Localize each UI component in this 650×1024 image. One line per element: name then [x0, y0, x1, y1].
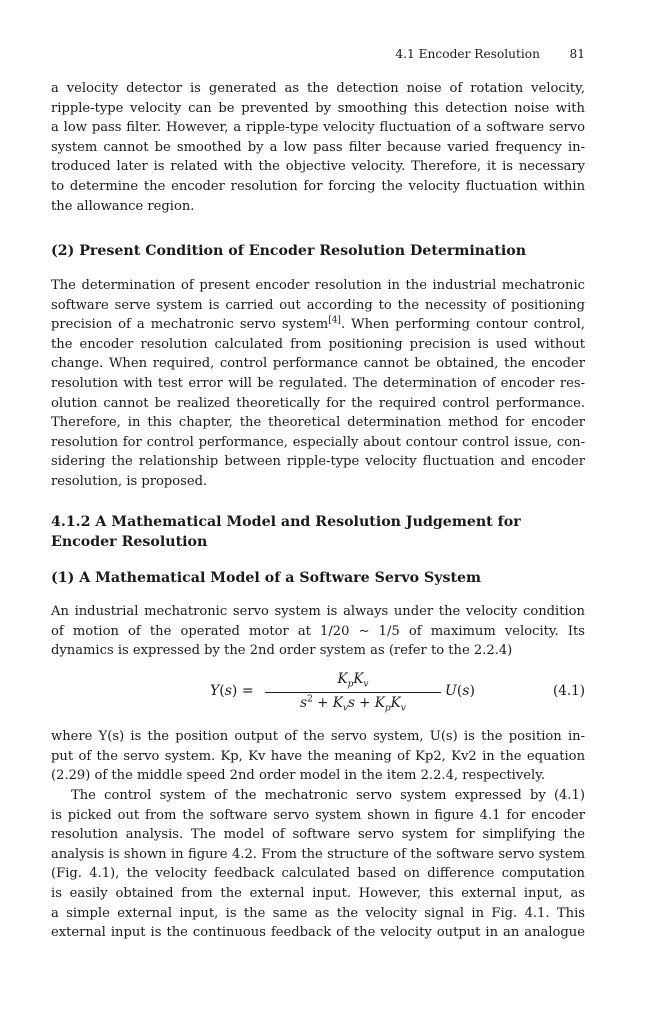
text-line: change. When required, control performance cannot be obtained, the encoder — [51, 356, 585, 372]
text-line: resolution for control performance, especially about contour control issue, con- — [51, 434, 585, 450]
page-number: 81 — [569, 47, 585, 61]
text-line: analysis is shown in figure 4.2. From the structure of the software servo system — [51, 846, 585, 862]
text-line: a velocity detector is generated as the detection noise of rotation velocity, — [51, 81, 585, 96]
text-line: troduced later is related with the objective velocity. Therefore, it is necessary — [51, 159, 585, 175]
text-line: An industrial mechatronic servo system is always under the velocity condition — [51, 604, 585, 619]
text-line: a low pass filter. However, a ripple-type velocity fluctuation of a software servo — [51, 120, 585, 136]
text-line: ripple-type velocity can be prevented by smoothing this detection noise with — [51, 100, 585, 116]
text-line: (Fig. 4.1), the velocity feedback calculated based on difference computation — [51, 866, 585, 882]
equation-numerator: $K_pK_v$ — [337, 671, 369, 690]
subsection-heading: (1) A Mathematical Model of a Software Servo System — [51, 570, 482, 586]
paragraph-1 — [51, 79, 585, 216]
paragraph-4 — [51, 727, 585, 786]
text-line: dynamics is expressed by the 2nd order system as (refer to the 2.2.4) — [51, 643, 513, 659]
equation-rhs: U(s) — [445, 683, 475, 699]
equation-number: (4.1) — [552, 683, 585, 699]
text-line: system cannot be smoothed by a low pass filter because varied frequency in- — [51, 139, 585, 155]
text-line: resolution analysis. The model of software servo system for simplifying the — [51, 827, 585, 843]
paragraph-3 — [51, 602, 585, 661]
text-line: resolution with test error will be regulated. The determination of encoder res- — [51, 375, 585, 391]
text-line: olution cannot be realized theoretically for the required control performance. — [51, 395, 585, 411]
text-line: the encoder resolution calculated from positioning precision is used without — [51, 336, 585, 352]
equation-fraction — [265, 671, 441, 713]
text-line: sidering the relationship between ripple-type velocity fluctuation and encoder — [51, 454, 585, 470]
text-line: Therefore, in this chapter, the theoretical determination method for encoder — [51, 415, 585, 431]
text-line: is picked out from the software servo system shown in figure 4.1 for encoder — [51, 807, 585, 823]
running-head — [51, 47, 585, 61]
text-line: software serve system is carried out according to the necessity of positioning — [51, 297, 585, 313]
text-line: put of the servo system. Kp, Kv have the meaning of Kp2, Kv2 in the equation — [51, 748, 585, 764]
text-line: external input is the continuous feedback of the velocity output in an analogue — [51, 925, 585, 941]
text-line: The determination of present encoder resolution in the industrial mechatronic — [51, 278, 585, 293]
fraction-bar — [265, 692, 441, 693]
running-head-section: 4.1 Encoder Resolution — [395, 47, 540, 61]
equation-4-1 — [51, 671, 585, 715]
text-line: The control system of the mechatronic servo system expressed by (4.1) — [71, 788, 585, 803]
paragraph-2 — [51, 276, 585, 492]
section-heading-line-1: 4.1.2 A Mathematical Model and Resolution Judgement for — [51, 514, 521, 530]
equation-lhs: Y(s) = — [210, 683, 254, 699]
equation-denominator: $s^2 + K_vs + K_pK_v$ — [300, 694, 406, 714]
text-line: is easily obtained from the external input. However, this external input, as — [51, 885, 585, 901]
text-line: of motion of the operated motor at 1/20 ∼ 1/5 of maximum velocity. Its — [51, 623, 585, 639]
section-heading-line-2: Encoder Resolution — [51, 534, 208, 550]
text-line-with-citation: precision of a mechatronic servo system[4]. When performing contour control, — [51, 315, 585, 333]
citation-marker: [4] — [328, 315, 341, 326]
text-line: to determine the encoder resolution for forcing the velocity fluctuation within — [51, 178, 585, 194]
text-line: a simple external input, is the same as the velocity signal in Fig. 4.1. This — [51, 905, 585, 921]
subsection-heading: (2) Present Condition of Encoder Resolution Determination — [51, 243, 527, 259]
text-line: the allowance region. — [51, 198, 195, 214]
text-line — [51, 315, 585, 335]
text-line: where Y(s) is the position output of the servo system, U(s) is the position in- — [51, 729, 585, 744]
text-line: resolution, is proposed. — [51, 473, 208, 489]
text-line: (2.29) of the middle speed 2nd order model in the item 2.2.4, respectively. — [51, 768, 546, 784]
paragraph-5 — [51, 786, 585, 943]
